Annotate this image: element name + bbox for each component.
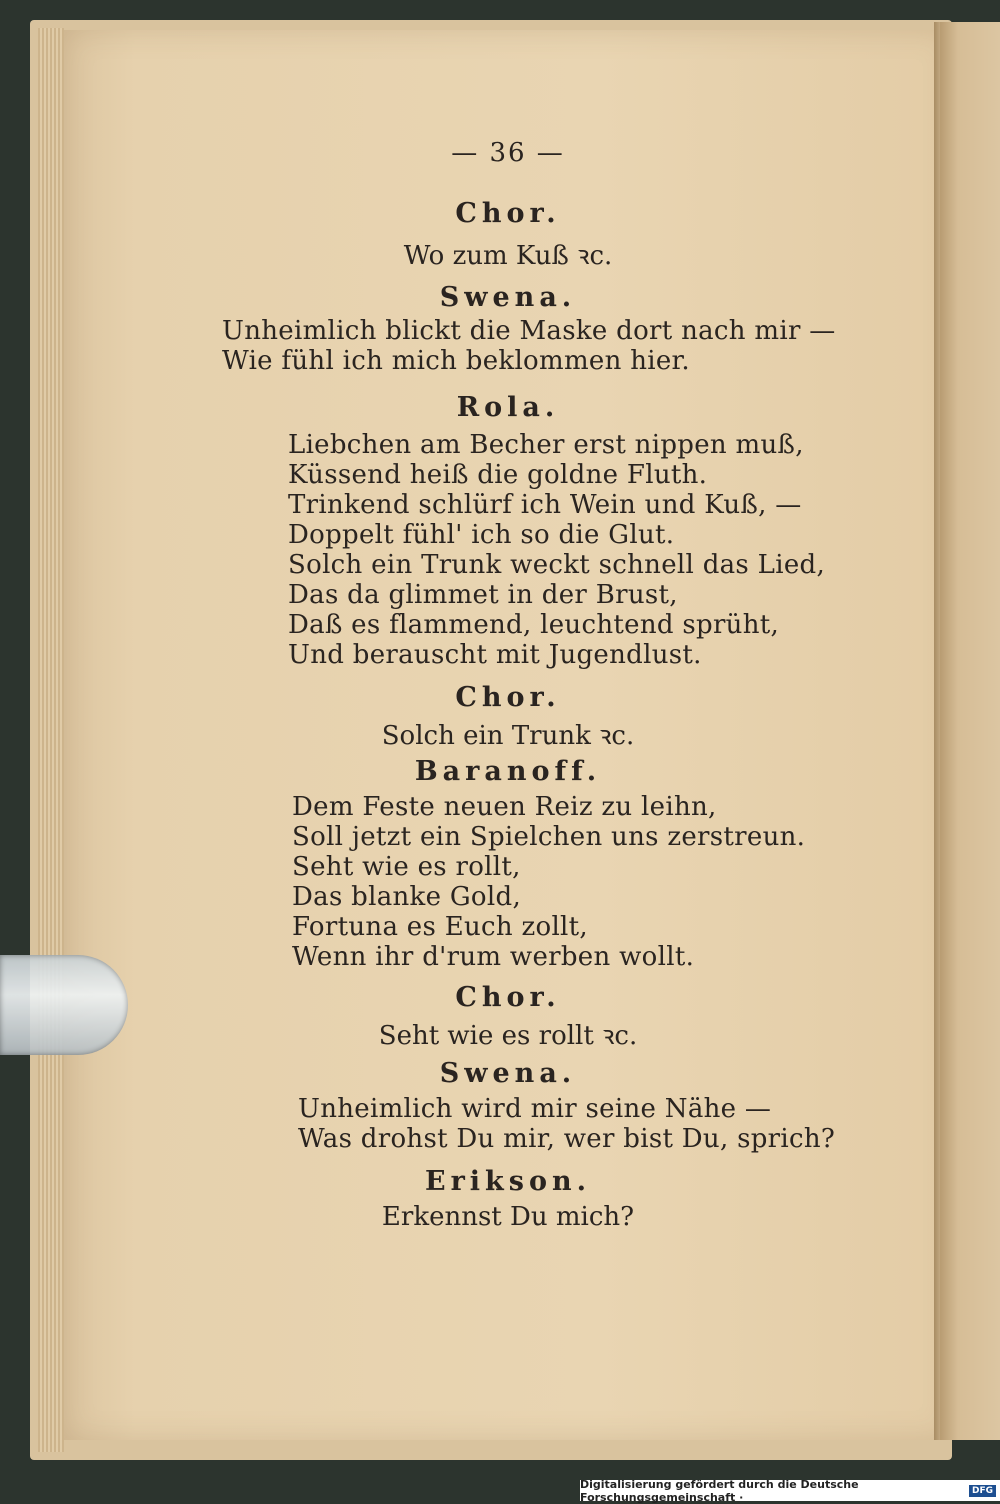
verse-line: Was drohst Du mir, wer bist Du, sprich? bbox=[298, 1124, 836, 1154]
verse-line: Wie fühl ich mich beklommen hier. bbox=[222, 346, 690, 376]
verse-line: Solch ein Trunk weckt schnell das Lied, bbox=[288, 550, 826, 580]
verse-line: Solch ein Trunk ꝛc. bbox=[381, 721, 635, 751]
verse-line: Seht wie es rollt ꝛc. bbox=[378, 1021, 638, 1051]
verse-line: Doppelt fühl' ich so die Glut. bbox=[288, 520, 675, 550]
verse-line: Erkennst Du mich? bbox=[381, 1202, 635, 1232]
digitization-footer bbox=[580, 1477, 1000, 1504]
verse-line: Daß es flammend, leuchtend sprüht, bbox=[288, 610, 780, 640]
footer-text: Digitalisierung gefördert durch die Deutsche Forschungsgemeinschaft · bbox=[580, 1477, 859, 1504]
verse-line: Dem Feste neuen Reiz zu leihn, bbox=[292, 792, 717, 822]
verse-line: Trinkend schlürf ich Wein und Kuß, — bbox=[288, 490, 802, 520]
speaker-label: Baranoff. bbox=[414, 756, 602, 787]
speaker-label: Erikson. bbox=[424, 1166, 591, 1197]
verse-line: Seht wie es rollt, bbox=[292, 852, 521, 882]
speaker-label: Chor. bbox=[455, 682, 561, 713]
dfg-logo: DFG bbox=[969, 1485, 996, 1497]
speaker-label: Swena. bbox=[439, 282, 577, 313]
speaker-label: Chor. bbox=[455, 198, 561, 229]
verse-line: Liebchen am Becher erst nippen muß, bbox=[288, 430, 804, 460]
speaker-label: Rola. bbox=[456, 392, 560, 423]
speaker-label: Swena. bbox=[439, 1058, 577, 1089]
page-stack-edge bbox=[38, 28, 64, 1452]
verse-line: Das da glimmet in der Brust, bbox=[288, 580, 678, 610]
page-content bbox=[64, 0, 952, 1501]
verse-line: Unheimlich blickt die Maske dort nach mir — bbox=[222, 316, 836, 346]
verse-line: Wo zum Kuß ꝛc. bbox=[403, 241, 613, 271]
verse-line: Küssend heiß die goldne Fluth. bbox=[288, 460, 708, 490]
verse-line: Fortuna es Euch zollt, bbox=[292, 912, 588, 942]
verse-line: Wenn ihr d'rum werben wollt. bbox=[292, 942, 695, 972]
verse-line: Und berauscht mit Jugendlust. bbox=[288, 640, 702, 670]
speaker-label: Chor. bbox=[455, 982, 561, 1013]
verse-line: Soll jetzt ein Spielchen uns zerstreun. bbox=[292, 822, 806, 852]
verse-line: Das blanke Gold, bbox=[292, 882, 522, 912]
page-number: — 36 — bbox=[451, 138, 565, 168]
verse-line: Unheimlich wird mir seine Nähe — bbox=[298, 1094, 772, 1124]
